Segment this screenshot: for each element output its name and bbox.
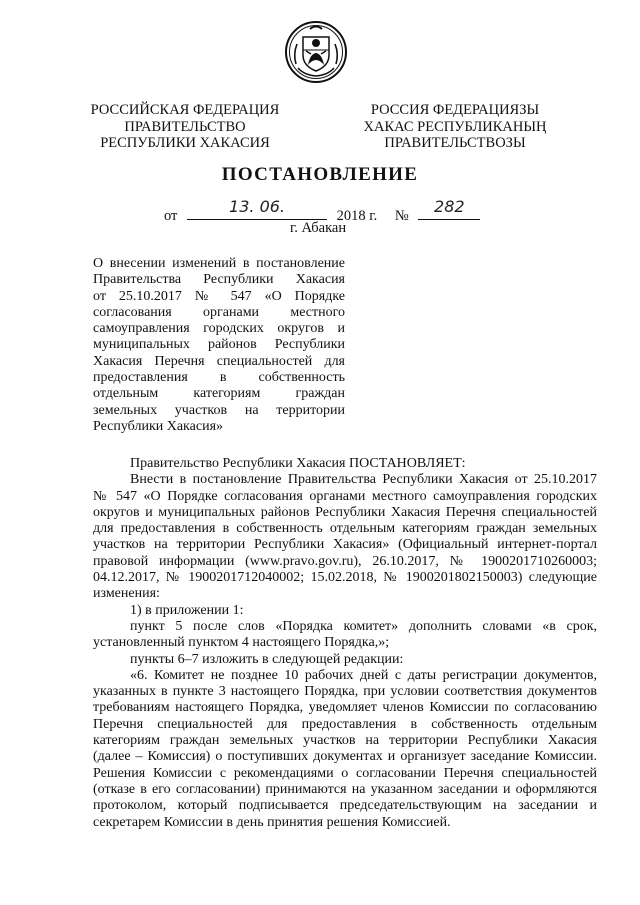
subject-line: Республики Хакасия» [93,418,224,434]
number-sign: № [394,208,409,224]
subject-block [93,256,345,435]
body-line: категориям граждан земельных участков на территории Республики Хакасия [93,733,597,749]
header-right-line: ПРАВИТЕЛЬСТВОЗЫ [384,135,526,151]
body-text [93,456,597,831]
header-left-line: РЕСПУБЛИКИ ХАКАСИЯ [100,135,270,151]
header-right [340,102,570,152]
header-left-line: РОССИЙСКАЯ ФЕДЕРАЦИЯ [90,102,280,118]
body-line: Решения Комиссии с рекомендациями о согласовании Перечня специальностей [93,765,597,781]
body-line: указанных в пункте 3 настоящего Порядка, при условии соответствия документов [93,684,597,700]
date-field [187,197,327,220]
body-line: требованиям настоящего Порядка, уведомляет членов Комиссии по согласованию [93,700,597,716]
subject-line: самоуправления городских округов и [93,321,345,337]
document-title: ПОСТАНОВЛЕНИЕ [221,164,419,185]
date-handwritten: 13. 06. [229,197,286,216]
body-line: участков на территории Республики Хакасия» (Официальный интернет-портал [93,537,597,553]
subject-line: предоставления в собственность [93,370,345,386]
body-line: правовой информации (www.pravo.gov.ru), 26.10.2017, № 1900201710260003; [93,553,597,569]
body-line: «6. Комитет не позднее 10 рабочих дней с даты регистрации документов, [130,667,597,683]
subject-line: Хакасия Перечня специальностей для [93,353,345,369]
body-line: протоколом, который подписывается председательствующим на заседании и [93,798,597,814]
header-left [70,102,300,152]
number-field [418,197,480,220]
body-line: Правительство Республики Хакасия ПОСТАНОВЛЯЕТ: [130,456,466,471]
body-line: № 547 «О Порядке согласования органами местного самоуправления городских [93,488,597,504]
body-line: секретарем Комиссии в день принятия решения Комиссией. [93,814,451,830]
subject-line: муниципальных районов Республики [93,337,345,353]
header-right-line: РОССИЯ ФЕДЕРАЦИЯЗЫ [370,102,540,118]
city: г. Абакан [290,220,347,236]
date-prefix: от [164,208,178,224]
body-line: (отказе в его согласовании) принимаются на указанном заседании и оформляются [93,781,597,797]
year-text: 2018 г. [336,208,378,224]
header-right-line: ХАКАС РЕСПУБЛИКАНЫҢ [363,118,547,135]
body-line: Перечня специальностей для предоставления в собственность отдельным [93,716,597,732]
coat-of-arms-emblem [284,20,348,84]
body-line: Внести в постановление Правительства Республики Хакасия от 25.10.2017 [130,472,597,488]
body-line: (далее – Комиссия) о поступивших документах и организует заседание Комиссии. [93,749,597,765]
subject-line: отдельным категориям граждан [93,386,345,402]
body-line: 04.12.2017, № 1900201712040002; 15.02.2018, № 1900201802150003) следующие [93,570,597,586]
subject-line: Правительства Республики Хакасия [93,272,345,288]
body-line: 1) в приложении 1: [130,602,244,618]
subject-line: земельных участков на территории [93,402,345,418]
body-line: установленный пунктом 4 настоящего Порядка,»; [93,635,390,651]
subject-line: О внесении изменений в постановление [93,256,345,271]
body-line: для предоставления в собственность отдельным категориям граждан земельных [93,521,597,537]
body-line: изменения: [93,586,160,602]
number-handwritten: 282 [434,197,465,216]
body-line: пункт 5 после слов «Порядка комитет» дополнить словами «в срок, [130,618,597,634]
subject-line: согласования органами местного [93,304,345,320]
subject-line: от 25.10.2017 № 547 «О Порядке [93,288,345,304]
header-left-line: ПРАВИТЕЛЬСТВО [124,118,246,135]
body-line: пункты 6–7 изложить в следующей редакции: [130,651,404,667]
body-line: округов и муниципальных районов Республики Хакасия Перечня специальностей [93,504,597,520]
